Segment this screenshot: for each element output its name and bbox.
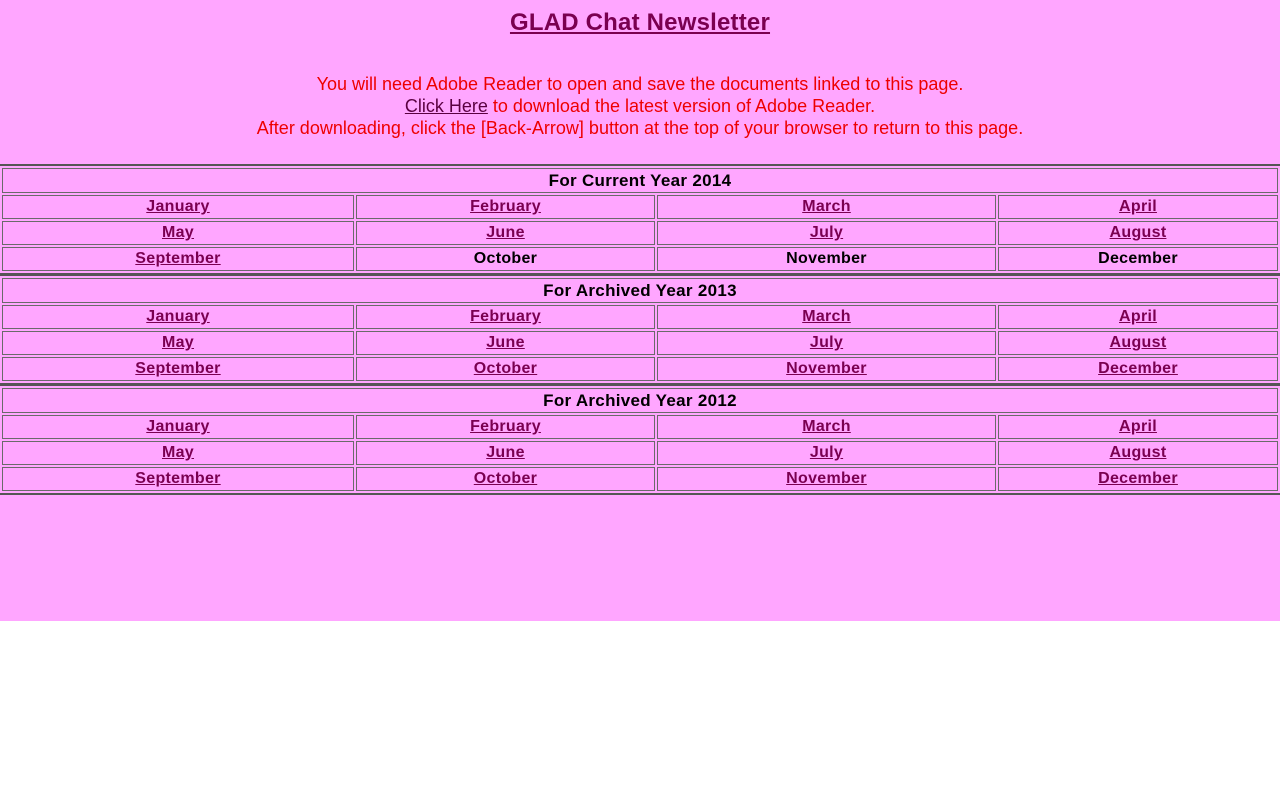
month-link-january[interactable]: January xyxy=(146,418,210,435)
month-link-june[interactable]: June xyxy=(486,334,525,351)
month-row xyxy=(2,467,1278,491)
month-cell xyxy=(657,221,996,245)
year-heading: For Archived Year 2013 xyxy=(2,278,1278,303)
month-cell xyxy=(2,441,354,465)
month-link-october[interactable]: October xyxy=(473,470,538,487)
month-link-may[interactable]: May xyxy=(161,224,195,241)
month-cell xyxy=(2,221,354,245)
month-link-january[interactable]: January xyxy=(146,198,210,215)
month-cell xyxy=(2,195,354,219)
month-link-april[interactable]: April xyxy=(1119,418,1157,435)
month-cell xyxy=(2,415,354,439)
month-cell xyxy=(356,331,655,355)
month-cell xyxy=(356,305,655,329)
newsletter-archive xyxy=(0,164,1280,494)
year-table xyxy=(0,385,1280,494)
month-cell xyxy=(998,441,1278,465)
month-link-august[interactable]: August xyxy=(1109,444,1167,461)
month-cell xyxy=(356,357,655,381)
month-link-september[interactable]: September xyxy=(135,360,221,377)
month-link-february[interactable]: February xyxy=(470,308,541,325)
month-link-june[interactable]: June xyxy=(486,224,525,241)
month-cell xyxy=(657,357,996,381)
month-cell xyxy=(998,221,1278,245)
month-row xyxy=(2,357,1278,381)
month-cell xyxy=(2,331,354,355)
month-cell xyxy=(657,467,996,491)
month-link-october[interactable]: October xyxy=(473,360,538,377)
month-link-july[interactable]: July xyxy=(809,444,844,461)
month-link-november[interactable]: November xyxy=(786,360,867,377)
month-cell xyxy=(356,247,655,271)
month-link-september[interactable]: September xyxy=(135,250,221,267)
year-table xyxy=(0,275,1280,384)
month-cell xyxy=(356,415,655,439)
month-cell xyxy=(657,415,996,439)
month-link-february[interactable]: February xyxy=(470,198,541,215)
adobe-reader-notice xyxy=(0,73,1280,139)
notice-line-1: You will need Adobe Reader to open and save the documents linked to this page. xyxy=(316,74,964,94)
month-cell xyxy=(356,221,655,245)
month-link-april[interactable]: April xyxy=(1119,308,1157,325)
month-cell xyxy=(657,331,996,355)
month-link-march[interactable]: March xyxy=(802,308,851,325)
notice-line-2-text: to download the latest version of Adobe Reader. xyxy=(487,96,876,116)
month-link-november[interactable]: November xyxy=(786,470,867,487)
month-row xyxy=(2,331,1278,355)
month-link-june[interactable]: June xyxy=(486,444,525,461)
month-cell xyxy=(998,331,1278,355)
month-link-august[interactable]: August xyxy=(1109,224,1167,241)
month-cell xyxy=(2,357,354,381)
month-label-november: November xyxy=(786,250,867,267)
month-cell xyxy=(657,247,996,271)
month-link-may[interactable]: May xyxy=(161,334,195,351)
month-cell xyxy=(657,195,996,219)
month-link-july[interactable]: July xyxy=(809,334,844,351)
month-label-december: December xyxy=(1098,250,1178,267)
month-cell xyxy=(356,467,655,491)
month-cell xyxy=(998,195,1278,219)
month-label-october: October xyxy=(473,250,538,267)
year-heading: For Archived Year 2012 xyxy=(2,388,1278,413)
month-row xyxy=(2,247,1278,271)
month-link-august[interactable]: August xyxy=(1109,334,1167,351)
month-link-march[interactable]: March xyxy=(802,198,851,215)
month-link-january[interactable]: January xyxy=(146,308,210,325)
month-cell xyxy=(2,467,354,491)
download-adobe-reader-link[interactable]: Click Here xyxy=(404,96,488,116)
month-cell xyxy=(998,415,1278,439)
page-title: GLAD Chat Newsletter xyxy=(509,9,771,36)
notice-line-2 xyxy=(0,95,1280,117)
month-cell xyxy=(998,357,1278,381)
month-cell xyxy=(356,195,655,219)
month-row xyxy=(2,305,1278,329)
month-link-december[interactable]: December xyxy=(1098,470,1178,487)
month-cell xyxy=(998,305,1278,329)
month-cell xyxy=(998,467,1278,491)
year-heading: For Current Year 2014 xyxy=(2,168,1278,193)
month-row xyxy=(2,415,1278,439)
month-link-september[interactable]: September xyxy=(135,470,221,487)
month-cell xyxy=(657,305,996,329)
notice-line-3: After downloading, click the [Back-Arrow] button at the top of your browser to return to this page. xyxy=(256,118,1024,138)
month-cell xyxy=(998,247,1278,271)
month-row xyxy=(2,221,1278,245)
month-link-december[interactable]: December xyxy=(1098,360,1178,377)
month-row xyxy=(2,195,1278,219)
month-link-february[interactable]: February xyxy=(470,418,541,435)
month-cell xyxy=(2,305,354,329)
month-link-may[interactable]: May xyxy=(161,444,195,461)
month-cell xyxy=(356,441,655,465)
month-link-july[interactable]: July xyxy=(809,224,844,241)
month-cell xyxy=(657,441,996,465)
year-table xyxy=(0,165,1280,274)
month-link-march[interactable]: March xyxy=(802,418,851,435)
month-link-april[interactable]: April xyxy=(1119,198,1157,215)
month-row xyxy=(2,441,1278,465)
month-cell xyxy=(2,247,354,271)
